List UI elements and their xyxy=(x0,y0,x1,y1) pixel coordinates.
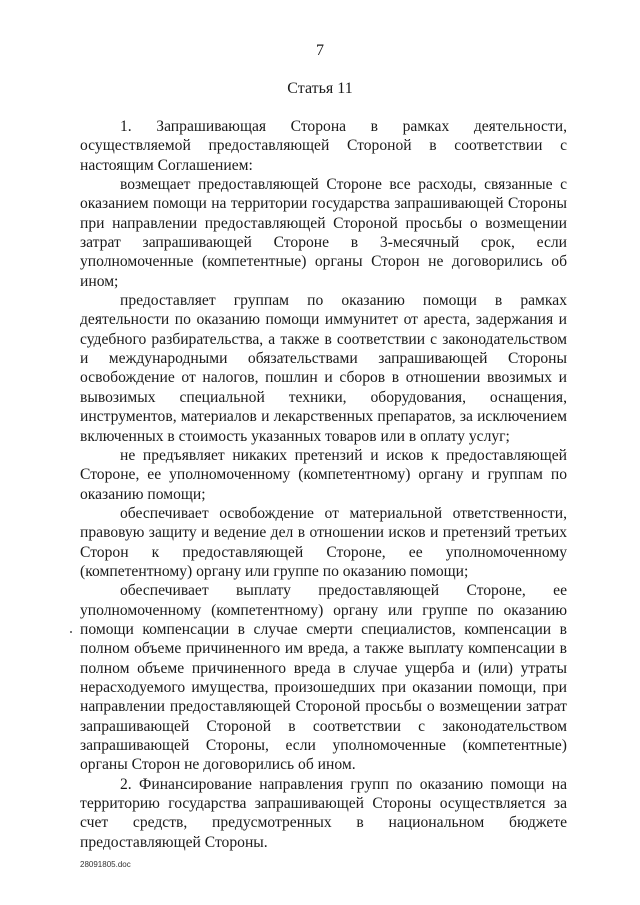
page-number: 7 xyxy=(316,42,324,59)
paragraph-4: не предъявляет никаких претензий и исков к предоставляющей Стороне, ее уполномоченному (компетентному) органу и группам по оказанию помощи; xyxy=(80,446,567,503)
footer-filename: 28091805.doc xyxy=(80,860,131,869)
paragraph-2: возмещает предоставляющей Стороне все расходы, связанные с оказанием помощи на территории государства запрашивающей Стороны при направлении предоставляющей Стороной просьбы о возмещении затрат запрашивающей Стороне в 3-месячный срок, если уполномоченные (компетентные) органы Сторон не договорились об ином; xyxy=(80,176,567,290)
scan-mark xyxy=(70,631,72,633)
paragraph-6: обеспечивает выплату предоставляющей Стороне, ее уполномоченному (компетентному) органу или группе по оказанию помощи компенсации в случае смерти специалистов, компенсации в полном объеме причиненного им вреда, а также выплату компенсации в полном объеме причиненного вреда в случае ущерба и (или) утраты нерасходуемого имущества, произошедших при оказании помощи, при направлении предоставляющей Стороной просьбы о возмещении затрат запрашивающей Стороной в соответствии с законодательством запрашивающей Стороны, если уполномоченные (компетентные) органы Сторон не договорились об ином. xyxy=(80,582,567,774)
document-body xyxy=(80,117,567,852)
article-title: Статья 11 xyxy=(287,80,353,97)
paragraph-5: обеспечивает освобождение от материальной ответственности, правовую защиту и ведение дел в отношении исков и претензий третьих Сторон к предоставляющей Стороне, ее уполномоченному (компетентному) органу или группе по оказанию помощи; xyxy=(80,504,567,580)
paragraph-7: 2. Финансирование направления групп по оказанию помощи на территорию государства запрашивающей Стороны осуществляется за счет средств, предусмотренных в национальном бюджете предоставляющей Стороны. xyxy=(80,775,567,851)
paragraph-1: 1. Запрашивающая Сторона в рамках деятельности, осуществляемой предоставляющей Стороной в соответствии с настоящим Соглашением: xyxy=(80,118,567,174)
paragraph-3: предоставляет группам по оказанию помощи в рамках деятельности по оказанию помощи иммунитет от ареста, задержания и судебного разбирательства, а также в соответствии с законодательством и международными обязательствами запрашивающей Стороны освобождение от налогов, пошлин и сборов в отношении ввозимых и вывозимых специальной техники, оборудования, оснащения, инструментов, материалов и лекарственных препаратов, за исключением включенных в стоимость указанных товаров или в оплату услуг; xyxy=(80,292,567,445)
